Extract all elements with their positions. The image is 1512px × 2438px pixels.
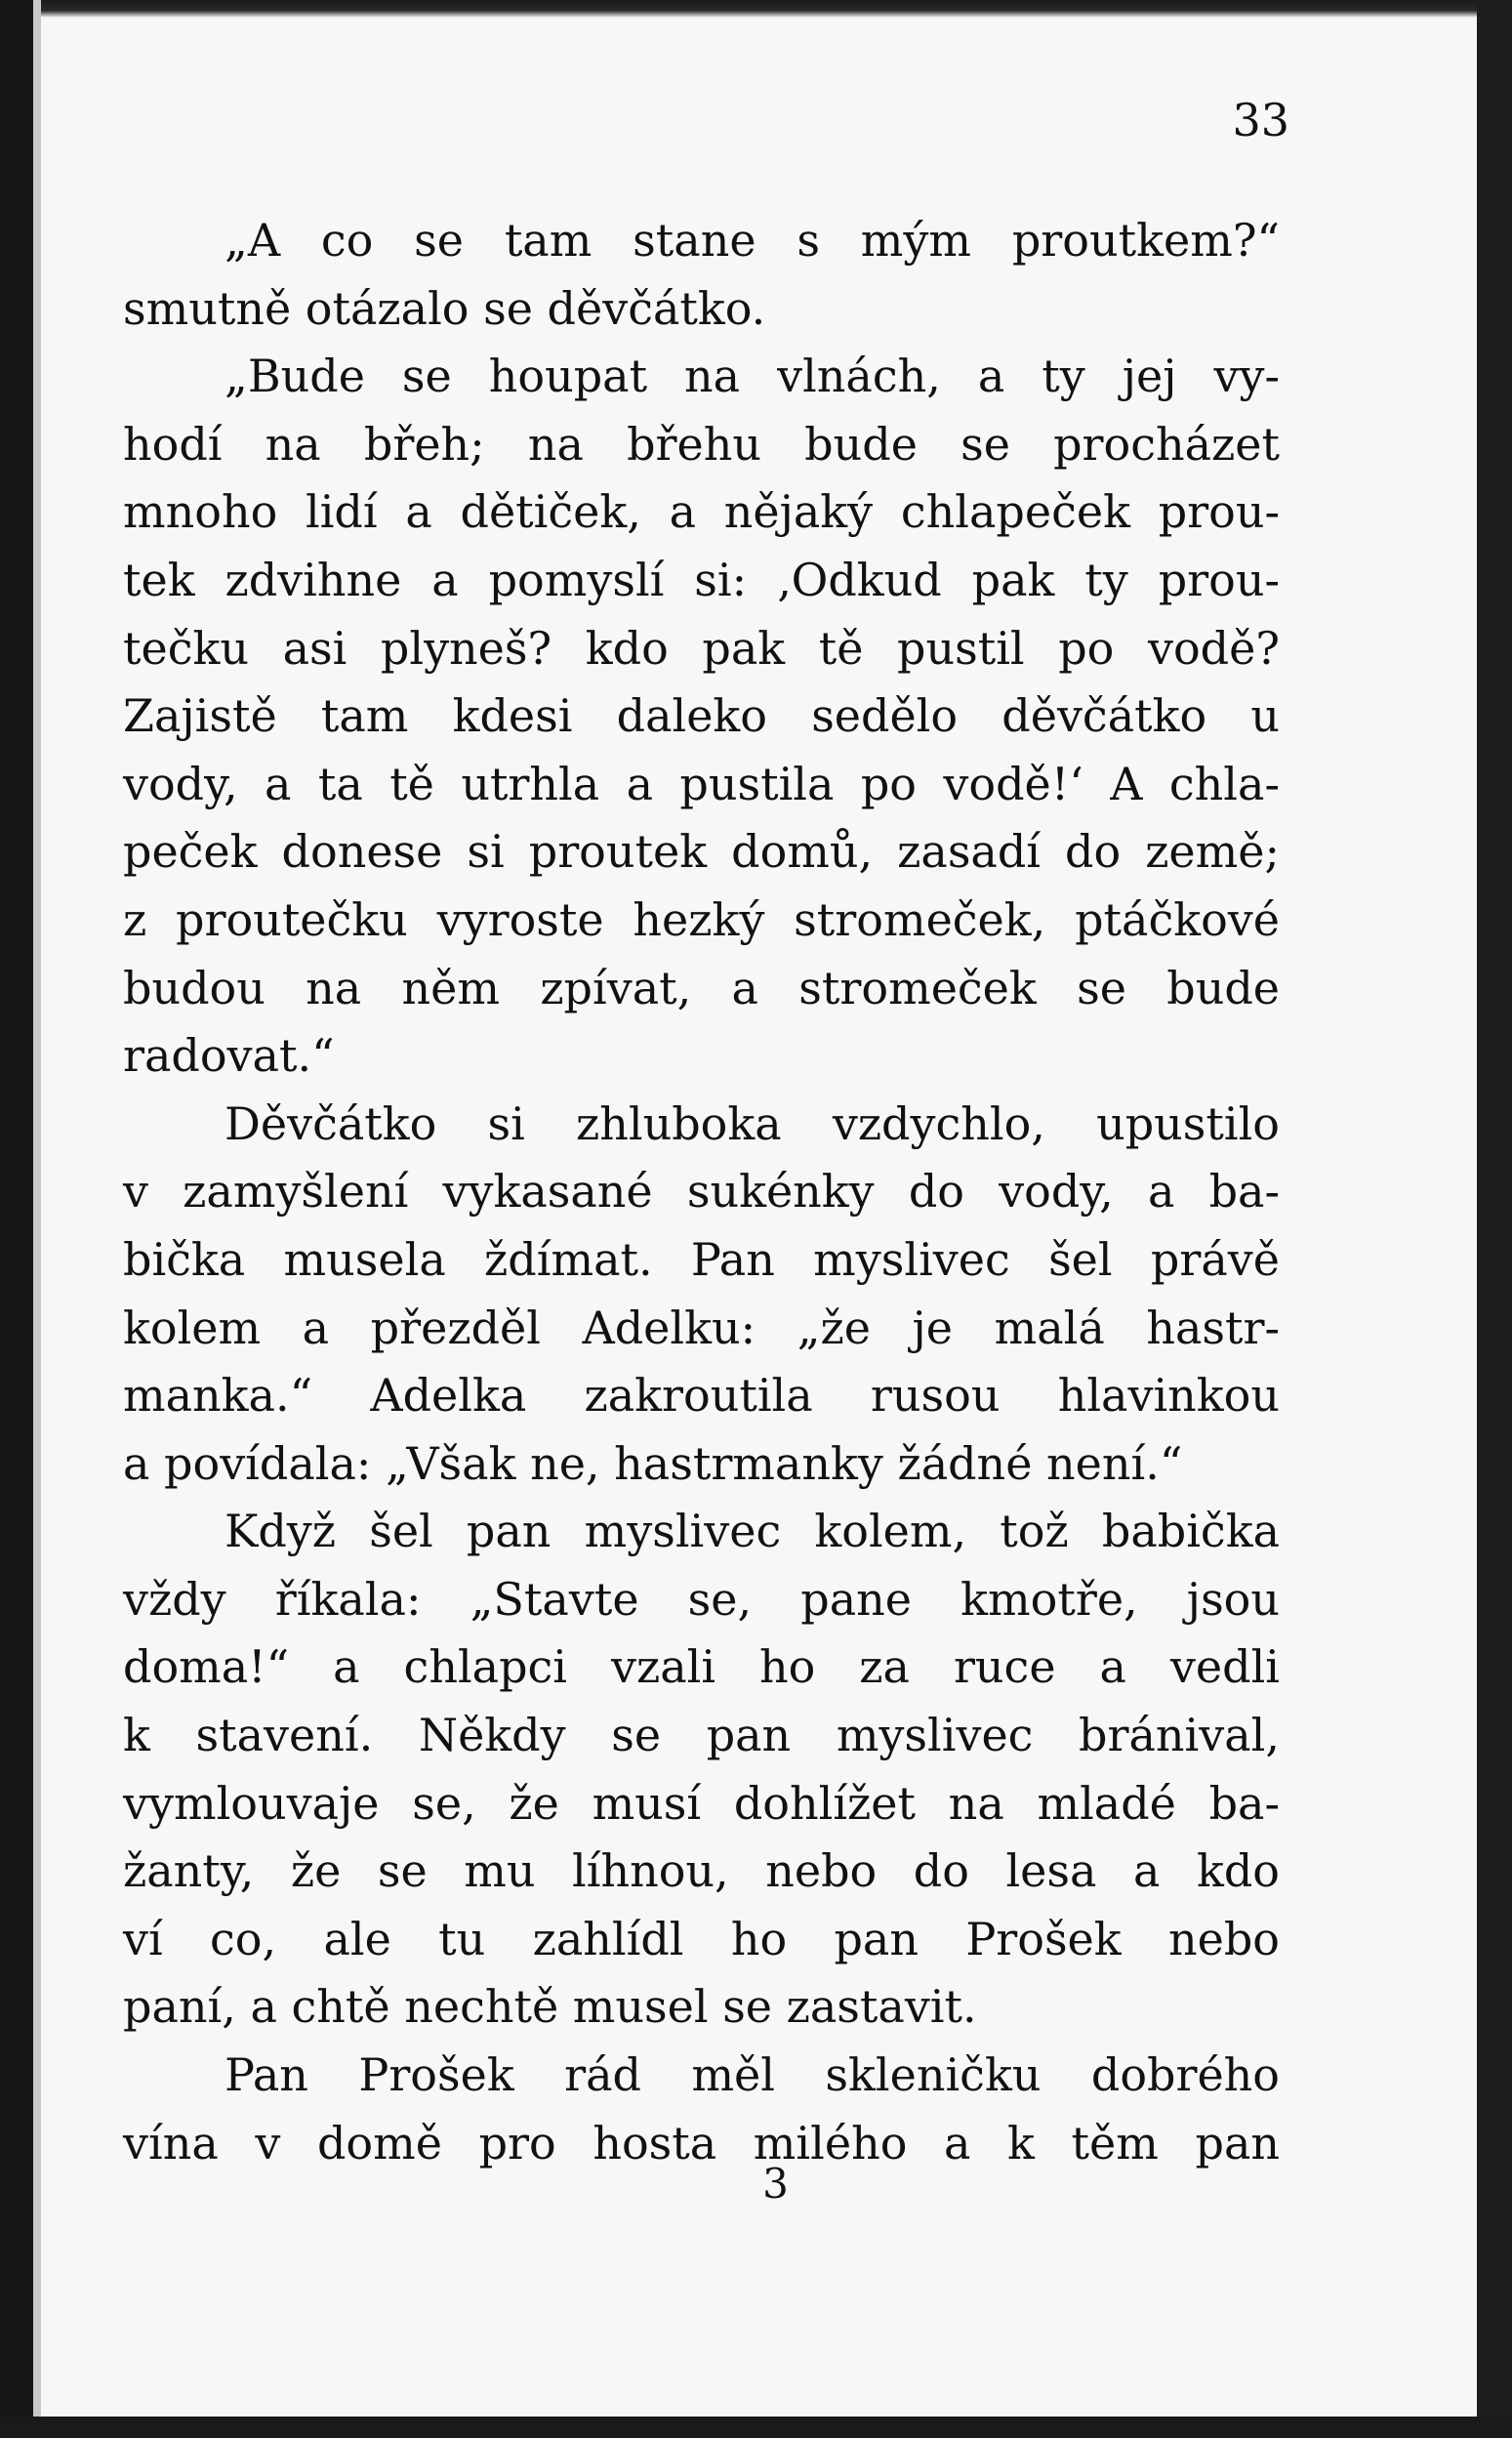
page-number: 33 bbox=[1232, 94, 1289, 146]
text-line: z proutečku vyroste hezký stromeček, ptáčkové bbox=[123, 892, 1280, 946]
body-text bbox=[123, 207, 1280, 2177]
text-line: paní, a chtě nechtě musel se zastavit. bbox=[123, 1980, 977, 2034]
text-line: „Bude se houpat na vlnách, a ty jej vy- bbox=[225, 350, 1280, 403]
text-line: vymlouvaje se, že musí dohlížet na mladé ba- bbox=[123, 1776, 1280, 1830]
text-line: budou na něm zpívat, a stromeček se bude bbox=[123, 961, 1280, 1014]
text-line: doma!“ a chlapci vzali ho za ruce a vedli bbox=[123, 1640, 1280, 1694]
text-line: vína v domě pro hosta milého a k těm pan bbox=[123, 2116, 1280, 2169]
text-line: žanty, že se mu líhnou, nebo do lesa a kdo bbox=[123, 1844, 1280, 1898]
text-line: radovat.“ bbox=[123, 1029, 335, 1083]
text-line: Pan Prošek rád měl skleničku dobrého bbox=[225, 2048, 1280, 2102]
text-line: bička musela ždímat. Pan myslivec šel právě bbox=[123, 1232, 1280, 1286]
text-line: manka.“ Adelka zakroutila rusou hlavinkou bbox=[123, 1369, 1280, 1423]
text-line: kolem a přezděl Adelku: „že je malá hastr- bbox=[123, 1301, 1280, 1354]
signature-mark: 3 bbox=[762, 2160, 789, 2208]
text-line: Děvčátko si zhluboka vzdychlo, upustilo bbox=[225, 1096, 1280, 1150]
text-line: tečku asi plyneš? kdo pak tě pustil po vodě? bbox=[123, 621, 1280, 675]
scan-left-shadow bbox=[33, 0, 41, 2438]
scan-bottom-edge bbox=[0, 2417, 1512, 2438]
text-line: ví co, ale tu zahlídl ho pan Prošek nebo bbox=[123, 1912, 1280, 1965]
text-line: tek zdvihne a pomyslí si: ‚Odkud pak ty prou- bbox=[123, 553, 1280, 606]
text-line: „A co se tam stane s mým proutkem?“ bbox=[225, 214, 1280, 267]
scan-top-edge bbox=[0, 0, 1512, 18]
text-line: hodí na břeh; na břehu bude se procházet bbox=[123, 417, 1280, 471]
text-line: smutně otázalo se děvčátko. bbox=[123, 281, 766, 335]
text-line: a povídala: „Však ne, hastrmanky žádné není.“ bbox=[123, 1436, 1183, 1490]
text-line: vody, a ta tě utrhla a pustila po vodě!‘ A chla- bbox=[123, 757, 1280, 810]
text-line: Zajistě tam kdesi daleko sedělo děvčátko u bbox=[123, 689, 1280, 743]
text-line: Když šel pan myslivec kolem, tož babička bbox=[225, 1505, 1280, 1558]
text-line: v zamyšlení vykasané sukénky do vody, a ba- bbox=[123, 1165, 1280, 1219]
text-line: k stavení. Někdy se pan myslivec bránival, bbox=[123, 1709, 1280, 1762]
text-line: mnoho lidí a dětiček, a nějaký chlapeček prou- bbox=[123, 485, 1280, 539]
scan-right-edge bbox=[1477, 0, 1512, 2438]
scan-left-edge bbox=[0, 0, 33, 2438]
text-line: vždy říkala: „Stavte se, pane kmotře, jsou bbox=[123, 1572, 1280, 1626]
text-line: peček donese si proutek domů, zasadí do země; bbox=[123, 825, 1280, 879]
